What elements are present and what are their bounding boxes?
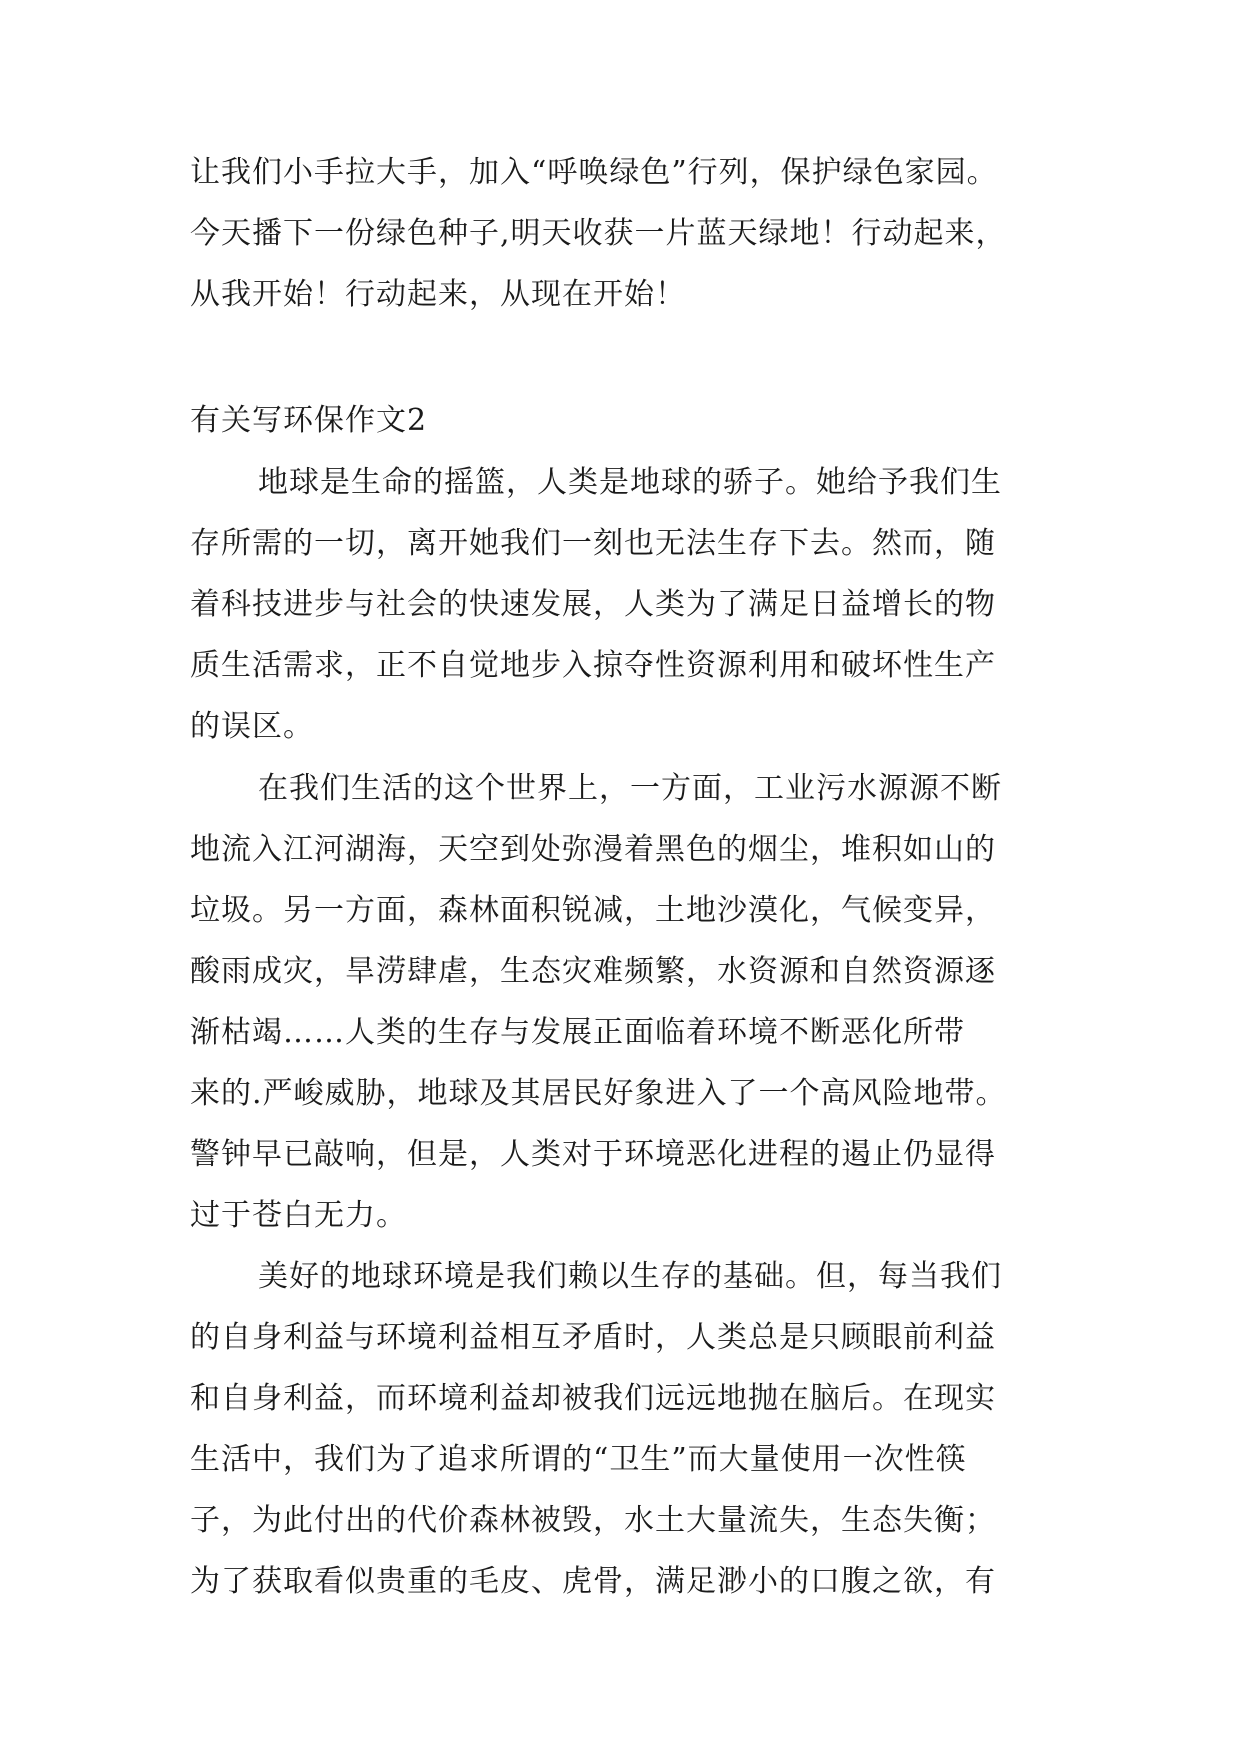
text-line: 今天播下一份绿色种子,明天收获一片蓝天绿地！行动起来， — [190, 216, 1007, 251]
paragraph-2 — [190, 758, 1090, 1246]
text-line: 在我们生活的这个世界上，一方面，工业污水源源不断 — [258, 771, 1002, 806]
text-line: 来的.严峻威胁，地球及其居民好象进入了一个高风险地带。 — [190, 1076, 1007, 1111]
text-line: 着科技进步与社会的快速发展，人类为了满足日益增长的物 — [190, 587, 996, 622]
text-line: 地流入江河湖海，天空到处弥漫着黑色的烟尘，堆积如山的 — [190, 832, 996, 867]
text-line: 渐枯竭……人类的生存与发展正面临着环境不断恶化所带 — [190, 1015, 965, 1050]
text-line: 从我开始！行动起来，从现在开始！ — [190, 277, 686, 312]
text-line: 存所需的一切，离开她我们一刻也无法生存下去。然而，随 — [190, 526, 996, 561]
text-line: 为了获取看似贵重的毛皮、虎骨，满足渺小的口腹之欲，有 — [190, 1564, 996, 1599]
text-line: 质生活需求，正不自觉地步入掠夺性资源利用和破坏性生产 — [190, 648, 996, 683]
text-line: 酸雨成灾，旱涝肆虐，生态灾难频繁，水资源和自然资源逐 — [190, 954, 996, 989]
text-line: 过于苍白无力。 — [190, 1198, 407, 1233]
text-line: 的自身利益与环境利益相互矛盾时，人类总是只顾眼前利益 — [190, 1320, 996, 1355]
paragraph-1 — [190, 452, 1090, 757]
text-line: 地球是生命的摇篮，人类是地球的骄子。她给予我们生 — [258, 465, 1002, 500]
text-line: 的误区。 — [190, 709, 314, 744]
paragraph-3 — [190, 1246, 1090, 1612]
text-line: 子，为此付出的代价森林被毁，水土大量流失，生态失衡； — [190, 1503, 996, 1538]
text-line: 让我们小手拉大手，加入“呼唤绿色”行列，保护绿色家园。 — [190, 155, 998, 190]
text-line: 和自身利益，而环境利益却被我们远远地抛在脑后。在现实 — [190, 1381, 996, 1416]
text-line: 垃圾。另一方面，森林面积锐减，土地沙漠化，气候变异， — [190, 893, 996, 928]
section-title-text: 有关写环保作文2 — [190, 403, 428, 438]
section-title — [190, 390, 1090, 451]
text-line: 警钟早已敲响，但是，人类对于环境恶化进程的遏止仍显得 — [190, 1137, 996, 1172]
intro-paragraph — [190, 142, 1090, 325]
text-line: 美好的地球环境是我们赖以生存的基础。但，每当我们 — [258, 1259, 1002, 1294]
text-line: 生活中，我们为了追求所谓的“卫生”而大量使用一次性筷 — [190, 1442, 967, 1477]
